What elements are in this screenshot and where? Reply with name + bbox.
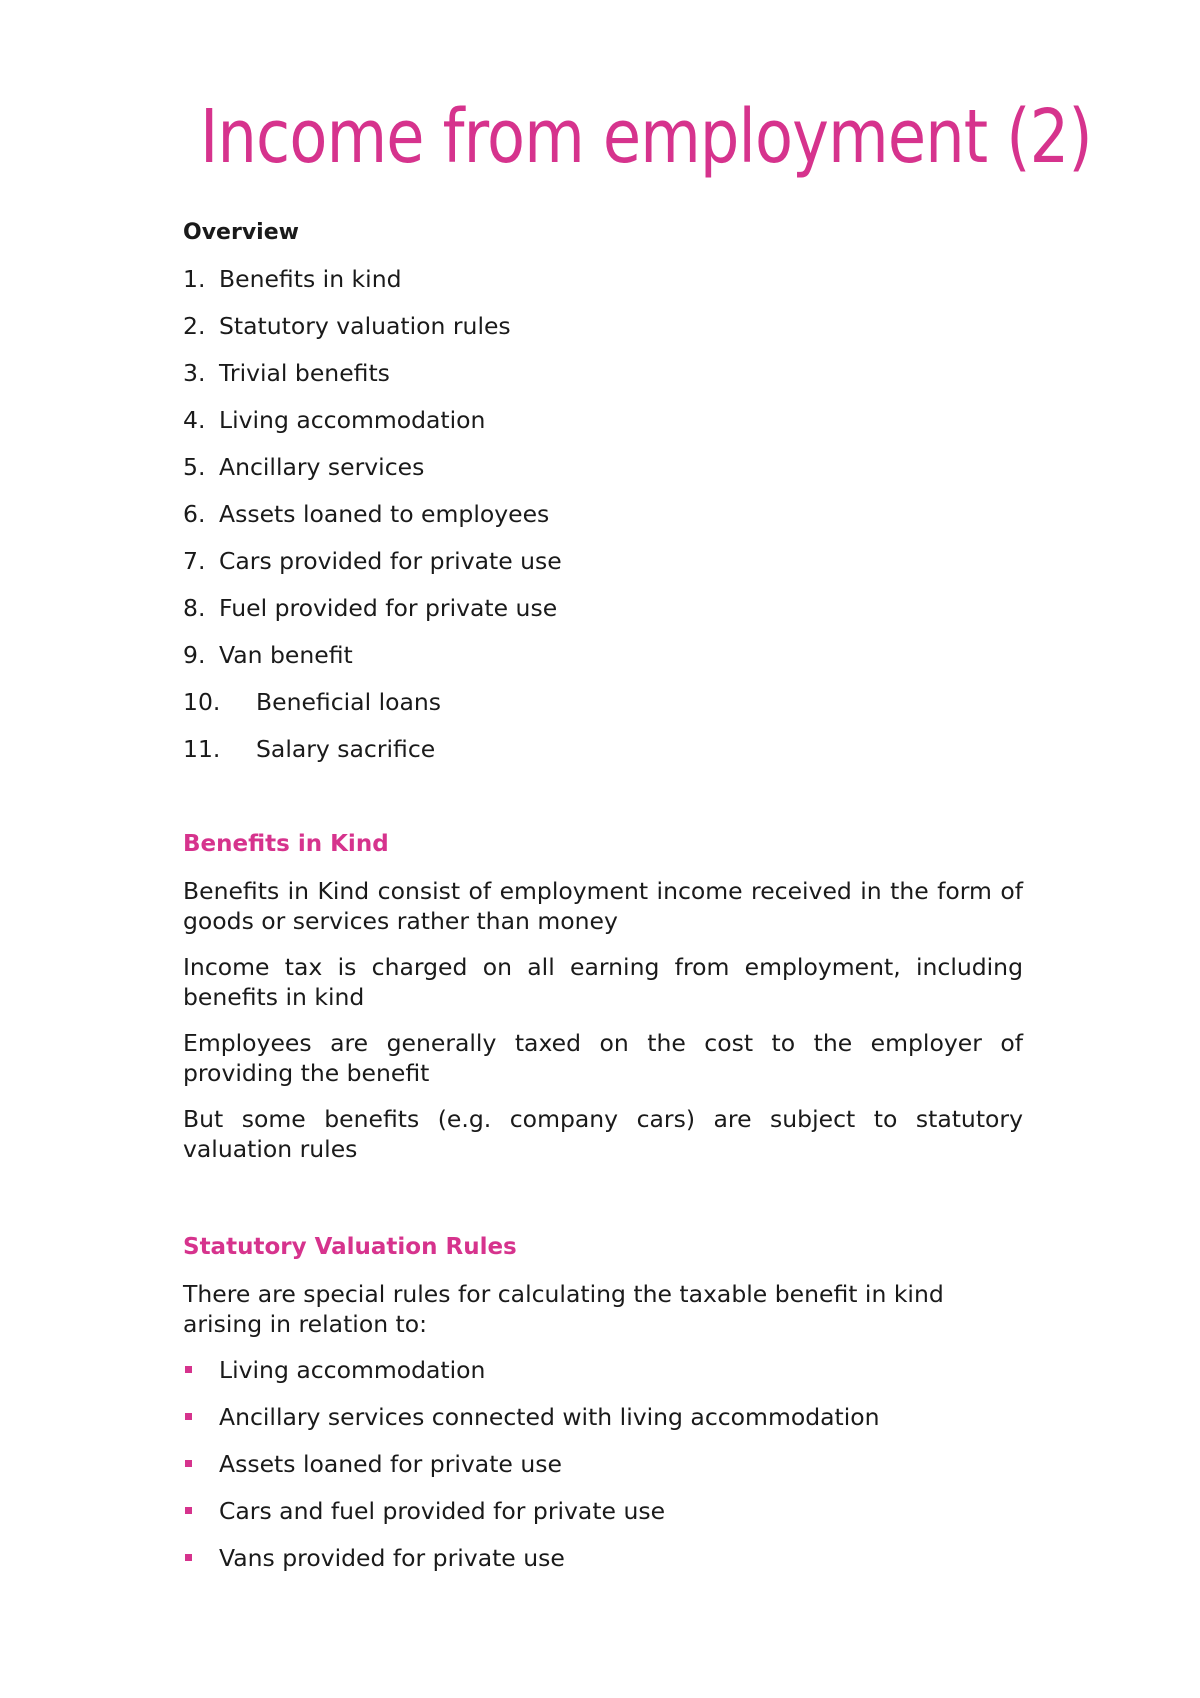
square-bullet-icon (183, 1449, 219, 1496)
bullet-item-label: Living accommodation (219, 1356, 486, 1384)
overview-item-number: 6. (183, 500, 206, 528)
overview-heading: Overview (183, 220, 299, 245)
benefits-in-kind-heading: Benefits in Kind (183, 831, 389, 857)
bullet-item (183, 1543, 1023, 1590)
overview-item-label: Cars provided for private use (219, 547, 562, 575)
overview-item-label: Trivial benefits (219, 359, 390, 387)
document-title: Income from employment (2) (200, 94, 1092, 180)
overview-item-label: Ancillary services (219, 453, 425, 481)
overview-item-label: Benefits in kind (219, 265, 402, 293)
overview-item (183, 593, 1023, 640)
bullet-item-label: Cars and fuel provided for private use (219, 1497, 666, 1525)
overview-item (183, 311, 1023, 358)
benefits-paragraph: Income tax is charged on all earning from employment, including benefits in kind (183, 953, 1023, 1011)
overview-item-number: 4. (183, 406, 206, 434)
overview-item (183, 452, 1023, 499)
bullet-item (183, 1402, 1023, 1449)
square-bullet-icon (183, 1402, 219, 1449)
bullet-item-label: Assets loaned for private use (219, 1450, 562, 1478)
bullet-item (183, 1449, 1023, 1496)
overview-item (183, 546, 1023, 593)
overview-item-number: 5. (183, 453, 206, 481)
benefits-paragraph: Employees are generally taxed on the cost to the employer of providing the benefit (183, 1029, 1023, 1087)
bullet-item (183, 1496, 1023, 1543)
overview-item-number: 7. (183, 547, 206, 575)
overview-item-label: Fuel provided for private use (219, 594, 558, 622)
overview-item (183, 405, 1023, 452)
overview-item-label: Assets loaned to employees (219, 500, 550, 528)
overview-item (183, 264, 1023, 311)
benefits-paragraph: Benefits in Kind consist of employment income received in the form of goods or services rather than money (183, 877, 1023, 935)
overview-item (183, 499, 1023, 546)
square-bullet-icon (183, 1496, 219, 1543)
overview-item (183, 687, 1023, 734)
overview-item-label: Salary sacrifice (256, 735, 436, 763)
statutory-valuation-heading: Statutory Valuation Rules (183, 1234, 517, 1260)
overview-item-number: 2. (183, 312, 206, 340)
bullet-item-label: Vans provided for private use (219, 1544, 565, 1572)
overview-item-number: 10. (183, 688, 221, 716)
overview-item-label: Van benefit (219, 641, 353, 669)
statutory-bullet-list (183, 1355, 1023, 1590)
overview-item-label: Statutory valuation rules (219, 312, 511, 340)
overview-item (183, 640, 1023, 687)
overview-item-number: 9. (183, 641, 206, 669)
square-bullet-icon (183, 1355, 219, 1402)
overview-item (183, 734, 1023, 781)
overview-item-label: Beneficial loans (256, 688, 442, 716)
bullet-item (183, 1355, 1023, 1402)
overview-item-number: 11. (183, 735, 221, 763)
square-bullet-icon (183, 1543, 219, 1590)
overview-item-number: 1. (183, 265, 206, 293)
document-body (183, 218, 1023, 1590)
overview-item (183, 358, 1023, 405)
bullet-item-label: Ancillary services connected with living accommodation (219, 1403, 880, 1431)
overview-list (183, 264, 1023, 781)
overview-item-number: 8. (183, 594, 206, 622)
overview-item-label: Living accommodation (219, 406, 486, 434)
overview-item-number: 3. (183, 359, 206, 387)
benefits-paragraph: But some benefits (e.g. company cars) are subject to statutory valuation rules (183, 1105, 1023, 1163)
statutory-intro: There are special rules for calculating the taxable benefit in kind arising in relation to: (183, 1280, 944, 1338)
